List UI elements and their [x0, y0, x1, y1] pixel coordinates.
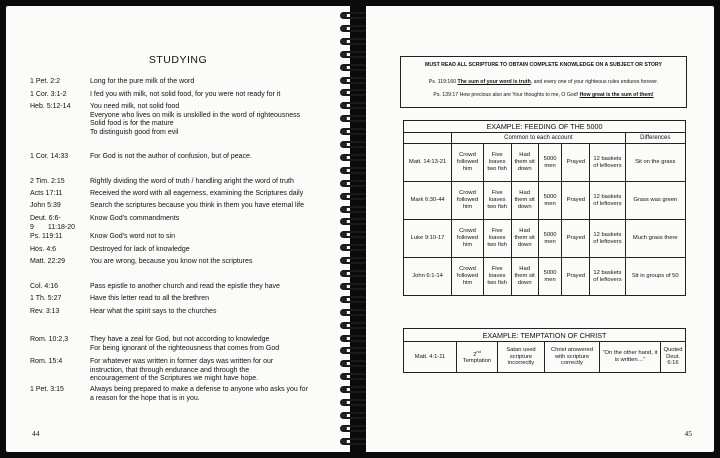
scripture-text: Pass epistle to another church and read the epistle they have — [90, 283, 280, 290]
scripture-text: Long for the pure milk of the word — [90, 78, 195, 85]
scripture-ref: 1 Cor. 14:33 — [30, 153, 69, 160]
scripture-entry — [30, 246, 340, 255]
scripture-entry — [30, 91, 340, 100]
temptation-cell: Quoted Deut. 6:16 — [661, 342, 686, 373]
page-number-right: 45 — [684, 429, 692, 438]
scripture-text: Rightly dividing the word of truth / handling aright the word of truth — [90, 178, 294, 185]
common-cell: Prayed — [562, 258, 590, 296]
scripture-ref: John 5:39 — [30, 202, 61, 209]
scripture-text: Received the word with all eagerness, examining the Scriptures daily — [90, 190, 304, 197]
row-reference: Mark 6:30-44 — [404, 182, 452, 220]
scripture-entry — [30, 103, 340, 137]
scripture-text: For God is not the author of confusion, but of peace. — [90, 153, 252, 160]
scripture-text: Have this letter read to all the brethren — [90, 295, 210, 302]
common-cell: 5000 men — [538, 182, 562, 220]
common-cell: Had them sit down — [511, 182, 538, 220]
common-cell: Had them sit down — [511, 144, 538, 182]
temptation-cell: Christ answered with scripture correctly — [545, 342, 600, 373]
scripture-entry — [30, 153, 340, 162]
feeding-table-title: EXAMPLE: FEEDING OF THE 5000 — [404, 121, 686, 133]
temptation-table — [403, 328, 686, 373]
common-cell: Crowd followed him — [452, 258, 484, 296]
temptation-table-title: EXAMPLE: TEMPTATION OF CHRIST — [404, 329, 686, 342]
feeding-table — [403, 120, 686, 296]
scripture-entry — [30, 358, 340, 384]
scripture-ref: Heb. 5:12-14 — [30, 103, 71, 110]
common-cell: 12 baskets of leftovers — [590, 182, 625, 220]
common-cell: 5000 men — [538, 220, 562, 258]
common-header: Common to each account — [452, 133, 625, 144]
scripture-entry — [30, 308, 340, 317]
table-row — [404, 220, 686, 258]
table-row — [404, 182, 686, 220]
scripture-entry — [30, 336, 340, 353]
scripture-entry — [30, 233, 340, 242]
scripture-entry — [30, 190, 340, 199]
row-reference: Matt. 14:13-21 — [404, 144, 452, 182]
scripture-ref: Rom. 10:2,3 — [30, 336, 69, 343]
scripture-text: For whatever was written in former days was written for our instruction, that through endurance and through the encouragement of the Scriptures we might have hope. — [90, 358, 274, 383]
scripture-ref: 1 Th. 5:27 — [30, 295, 62, 302]
difference-cell: Sit in groups of 50 — [625, 258, 685, 296]
difference-cell: Much grass there — [625, 220, 685, 258]
common-cell: Five loaves two fish — [483, 220, 511, 258]
scripture-ref: 1 Cor. 3:1-2 — [30, 91, 67, 98]
scripture-entry — [30, 178, 340, 187]
notice-line-1: Ps. 119:160 The sum of your word is truth, and every one of your righteous rules endures forever. — [428, 79, 659, 85]
scripture-entry — [30, 202, 340, 211]
scripture-text: I fed you with milk, not solid food, for you were not ready for it — [90, 91, 281, 98]
common-cell: Five loaves two fish — [483, 182, 511, 220]
common-cell: Five loaves two fish — [483, 258, 511, 296]
table-row — [404, 144, 686, 182]
common-cell: Had them sit down — [511, 258, 538, 296]
notice-box — [400, 56, 687, 108]
common-cell: 12 baskets of leftovers — [590, 220, 625, 258]
scripture-text: Know God's word not to sin — [90, 233, 175, 240]
common-cell: 12 baskets of leftovers — [590, 144, 625, 182]
common-cell: Crowd followed him — [452, 220, 484, 258]
difference-cell: Sit on the grass — [625, 144, 685, 182]
common-cell: Prayed — [562, 220, 590, 258]
scripture-text: Know God's commandments — [90, 215, 180, 222]
common-cell: Five loaves two fish — [483, 144, 511, 182]
common-cell: 5000 men — [538, 258, 562, 296]
right-page — [366, 6, 714, 452]
scripture-ref: Deut. 6:6-9 11:18-20 — [30, 215, 76, 231]
scripture-ref: Rev. 3:13 — [30, 308, 60, 315]
left-page — [6, 6, 350, 452]
scripture-text: Hear what the spirit says to the churches — [90, 308, 217, 315]
temptation-cell: “On the other hand, it is written…” — [600, 342, 661, 373]
scripture-ref: Hos. 4:6 — [30, 246, 57, 253]
scripture-ref: Col. 4:16 — [30, 283, 59, 290]
common-cell: Had them sit down — [511, 220, 538, 258]
scripture-entry — [30, 258, 340, 267]
table-row — [404, 258, 686, 296]
scripture-ref: Matt. 22:29 — [30, 258, 66, 265]
scripture-ref: Ps. 119:11 — [30, 233, 63, 240]
common-cell: 5000 men — [538, 144, 562, 182]
scripture-text: You are wrong, because you know not the scriptures — [90, 258, 253, 265]
row-reference: Luke 9:10-17 — [404, 220, 452, 258]
scripture-ref: 1 Pet. 2:2 — [30, 78, 60, 85]
scripture-entry — [30, 386, 340, 403]
scripture-ref: 1 Pet. 3:15 — [30, 386, 64, 393]
difference-cell: Grass was green — [625, 182, 685, 220]
scripture-text: Always being prepared to make a defense to anyone who asks you for a reason for the hope that is in you. — [90, 386, 308, 402]
common-cell: Crowd followed him — [452, 182, 484, 220]
common-cell: Crowd followed him — [452, 144, 484, 182]
scripture-entry — [30, 215, 340, 232]
scripture-entry — [30, 78, 340, 87]
notice-line-2: Ps. 139:17 How precious also are Your thoughts to me, O God! How great is the sum of them! — [433, 92, 654, 98]
scripture-ref: Rom. 15:4 — [30, 358, 63, 365]
scripture-text: They have a zeal for God, but not according to knowledge For being ignorant of the righteousness that comes from God — [90, 336, 280, 352]
page-number-left: 44 — [32, 429, 40, 438]
temptation-cell: Satan used scripture incorrectly — [498, 342, 545, 373]
scripture-entry — [30, 295, 340, 304]
differences-header: Differences — [625, 133, 685, 144]
common-cell: Prayed — [562, 182, 590, 220]
scripture-text: You need milk, not solid food Everyone who lives on milk is unskilled in the word of righteousness Solid food is for the mature To distinguish good from evil — [90, 103, 301, 136]
scripture-entry — [30, 283, 340, 292]
temptation-ref: Matt. 4:1-11 — [404, 342, 457, 373]
row-reference: John 6:1-14 — [404, 258, 452, 296]
common-cell: Prayed — [562, 144, 590, 182]
scripture-ref: Acts 17:11 — [30, 190, 63, 197]
notice-heading: MUST READ ALL SCRIPTURE TO OBTAIN COMPLETE KNOWLEDGE ON A SUBJECT OR STORY — [425, 62, 662, 68]
scripture-ref: 2 Tim. 2:15 — [30, 178, 65, 185]
common-cell: 12 baskets of leftovers — [590, 258, 625, 296]
scripture-text: Search the scriptures because you think in them you have eternal life — [90, 202, 305, 209]
page-title: STUDYING — [148, 54, 208, 66]
scripture-text: Destroyed for lack of knowledge — [90, 246, 190, 253]
temptation-ordinal: 2nd Temptation — [457, 342, 498, 373]
